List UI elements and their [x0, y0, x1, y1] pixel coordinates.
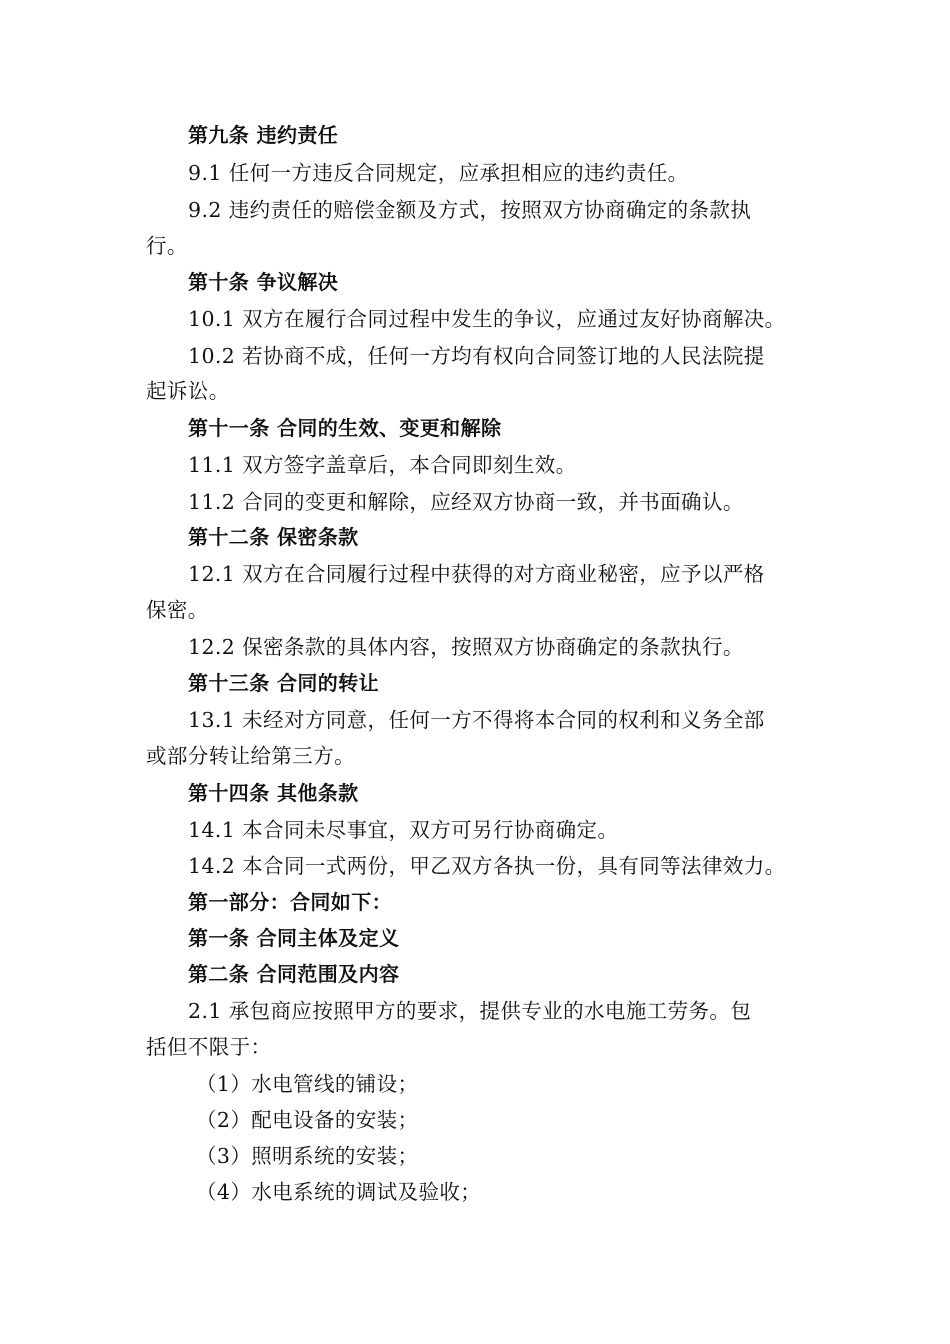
- article-heading: 第十一条 合同的生效、变更和解除: [188, 416, 502, 440]
- clause-text: 9.2 违约责任的赔偿金额及方式，按照双方协商确定的条款执: [188, 198, 752, 222]
- clause-text-continuation: 括但不限于：: [146, 1035, 272, 1059]
- article-heading: 第十四条 其他条款: [188, 781, 359, 805]
- clause-text: 11.1 双方签字盖章后，本合同即刻生效。: [188, 453, 577, 477]
- article-heading: 第十三条 合同的转让: [188, 671, 379, 695]
- clause-text: 14.1 本合同未尽事宜，双方可另行协商确定。: [188, 818, 619, 842]
- clause-text: 13.1 未经对方同意，任何一方不得将本合同的权利和义务全部: [188, 708, 765, 732]
- clause-text: 2.1 承包商应按照甲方的要求，提供专业的水电施工劳务。包: [188, 999, 752, 1023]
- clause-text: 11.2 合同的变更和解除，应经双方协商一致，并书面确认。: [188, 490, 744, 514]
- article-heading: 第十条 争议解决: [188, 270, 339, 294]
- clause-text-continuation: 或部分转让给第三方。: [146, 744, 355, 768]
- article-heading: 第九条 违约责任: [188, 123, 339, 147]
- part-heading: 第一部分：合同如下：: [188, 890, 392, 914]
- article-heading: 第二条 合同范围及内容: [188, 962, 400, 986]
- clause-text: 10.2 若协商不成，任何一方均有权向合同签订地的人民法院提: [188, 344, 765, 368]
- list-item: （2）配电设备的安装；: [196, 1108, 419, 1132]
- list-item: （1）水电管线的铺设；: [196, 1072, 419, 1096]
- clause-text: 10.1 双方在履行合同过程中发生的争议，应通过友好协商解决。: [188, 307, 786, 331]
- clause-text-continuation: 起诉讼。: [146, 379, 230, 403]
- clause-text-continuation: 保密。: [146, 598, 209, 622]
- list-item: （3）照明系统的安装；: [196, 1144, 419, 1168]
- clause-text-continuation: 行。: [146, 234, 188, 258]
- clause-text: 9.1 任何一方违反合同规定，应承担相应的违约责任。: [188, 161, 689, 185]
- clause-text: 12.1 双方在合同履行过程中获得的对方商业秘密，应予以严格: [188, 562, 765, 586]
- clause-text: 12.2 保密条款的具体内容，按照双方协商确定的条款执行。: [188, 635, 744, 659]
- list-item: （4）水电系统的调试及验收；: [196, 1180, 482, 1204]
- article-heading: 第十二条 保密条款: [188, 525, 359, 549]
- clause-text: 14.2 本合同一式两份，甲乙双方各执一份，具有同等法律效力。: [188, 854, 786, 878]
- article-heading: 第一条 合同主体及定义: [188, 926, 400, 950]
